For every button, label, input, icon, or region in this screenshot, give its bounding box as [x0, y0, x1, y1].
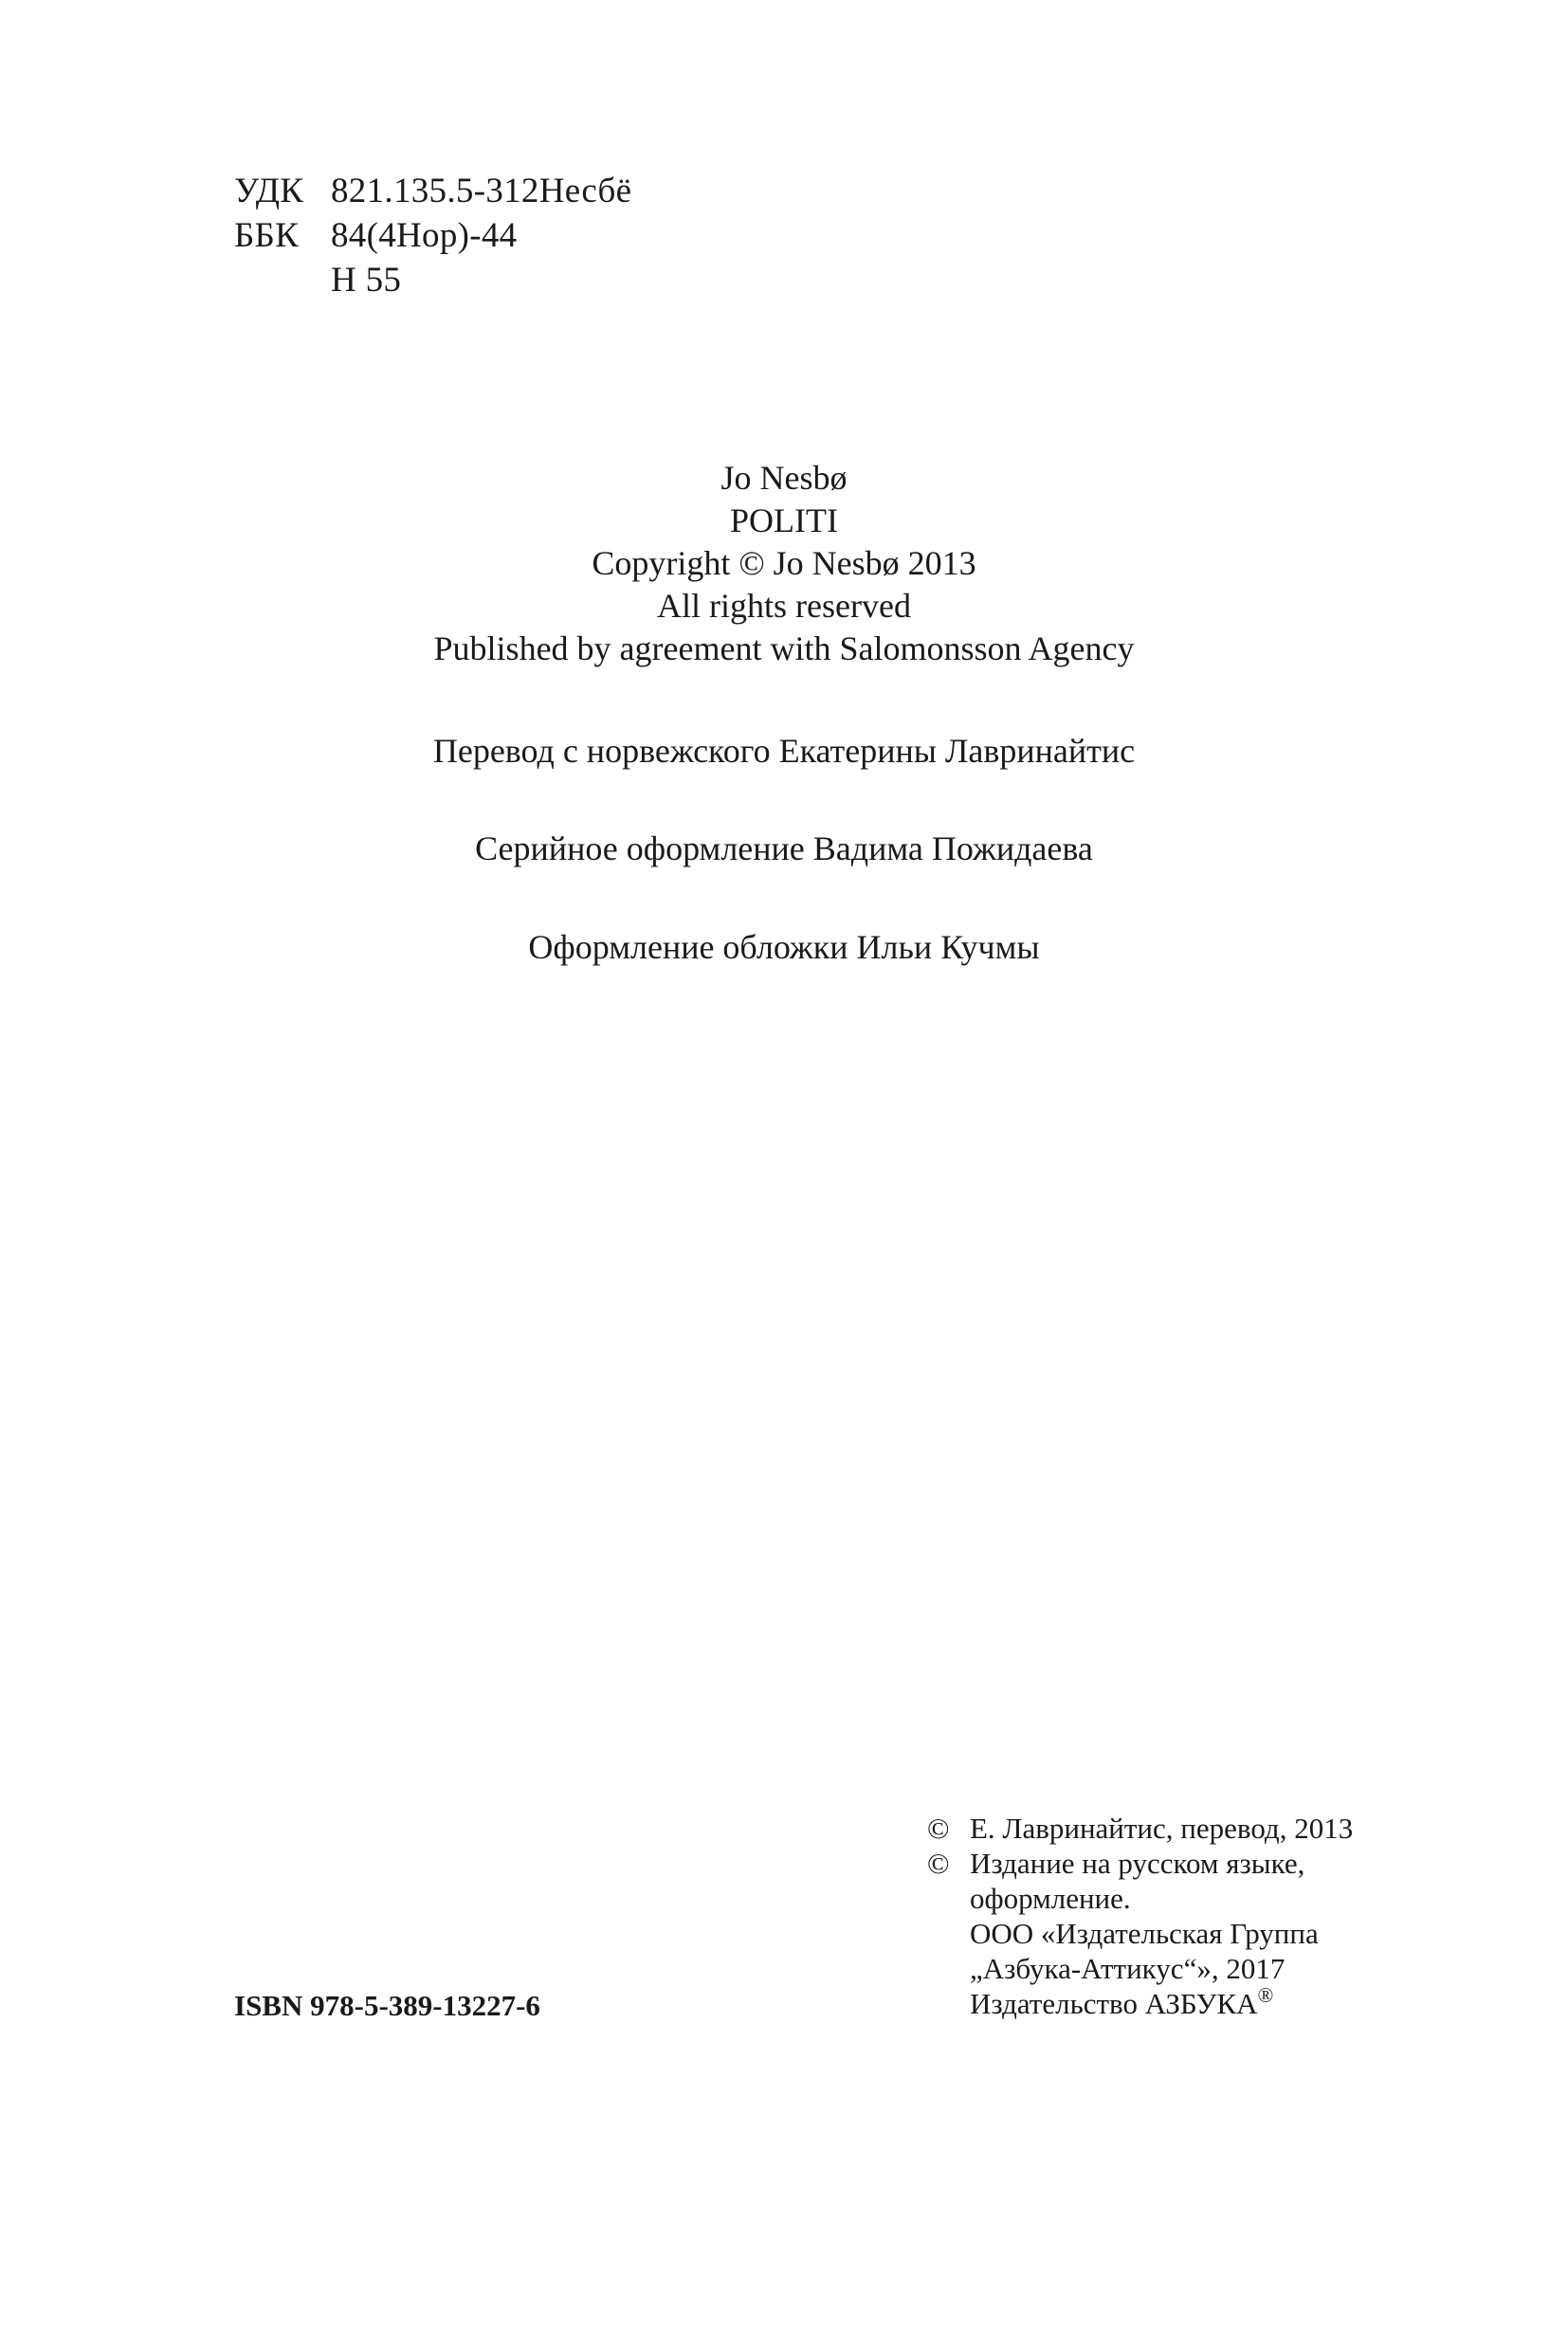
- cover-design-credit-text: Оформление обложки Ильи Кучмы: [528, 928, 1040, 966]
- copyright-publisher-line: ООО «Издательская Группа: [970, 1917, 1319, 1950]
- copyright-edition-text: Издание на русском языке,: [970, 1847, 1305, 1880]
- translation-credit: [0, 730, 1568, 773]
- original-copyright: Copyright © Jo Nesbø 2013: [592, 544, 976, 582]
- udk-row: [234, 169, 631, 213]
- original-author: Jo Nesbø: [720, 459, 848, 497]
- translation-credit-text: Перевод с норвежского Екатерины Лавринайтис: [432, 732, 1136, 770]
- bbk-row: [234, 213, 631, 258]
- registered-mark: ®: [1257, 1983, 1274, 2007]
- bbk-label: ББК: [234, 216, 300, 255]
- rights-statement: All rights reserved: [657, 587, 911, 625]
- copyright-symbol: ©: [927, 1812, 950, 1845]
- cover-design-credit: [0, 926, 1568, 969]
- author-sign: Н 55: [331, 261, 402, 300]
- copyright-line-translation: [927, 1811, 1353, 1846]
- copyright-edition-continued: оформление.: [970, 1882, 1131, 1915]
- copyright-line-edition: [927, 1846, 1353, 1881]
- publisher-imprint: [927, 1983, 1353, 2021]
- copyright-publisher-year: „Азбука-Аттикус“», 2017: [970, 1952, 1285, 1985]
- isbn: ISBN 978-5-389-13227-6: [234, 1989, 540, 2022]
- udk-label: УДК: [234, 172, 304, 210]
- original-title: POLITI: [730, 501, 838, 539]
- series-design-credit: [0, 828, 1568, 870]
- series-design-credit-text: Серийное оформление Вадима Пожидаева: [475, 829, 1093, 867]
- publisher-imprint-text: Издательство АЗБУКА: [970, 1987, 1258, 2020]
- copyright-translation-text: Е. Лавринайтис, перевод, 2013: [970, 1812, 1354, 1845]
- udk-value: 821.135.5-312Несбё: [331, 172, 632, 210]
- classification-block: [234, 169, 631, 302]
- copyright-symbol: ©: [927, 1847, 950, 1880]
- agreement-statement: Published by agreement with Salomonsson Agency: [433, 629, 1135, 667]
- bbk-value: 84(4Нор)-44: [331, 216, 518, 255]
- copyright-block: [927, 1811, 1353, 2021]
- original-edition-block: [0, 457, 1568, 670]
